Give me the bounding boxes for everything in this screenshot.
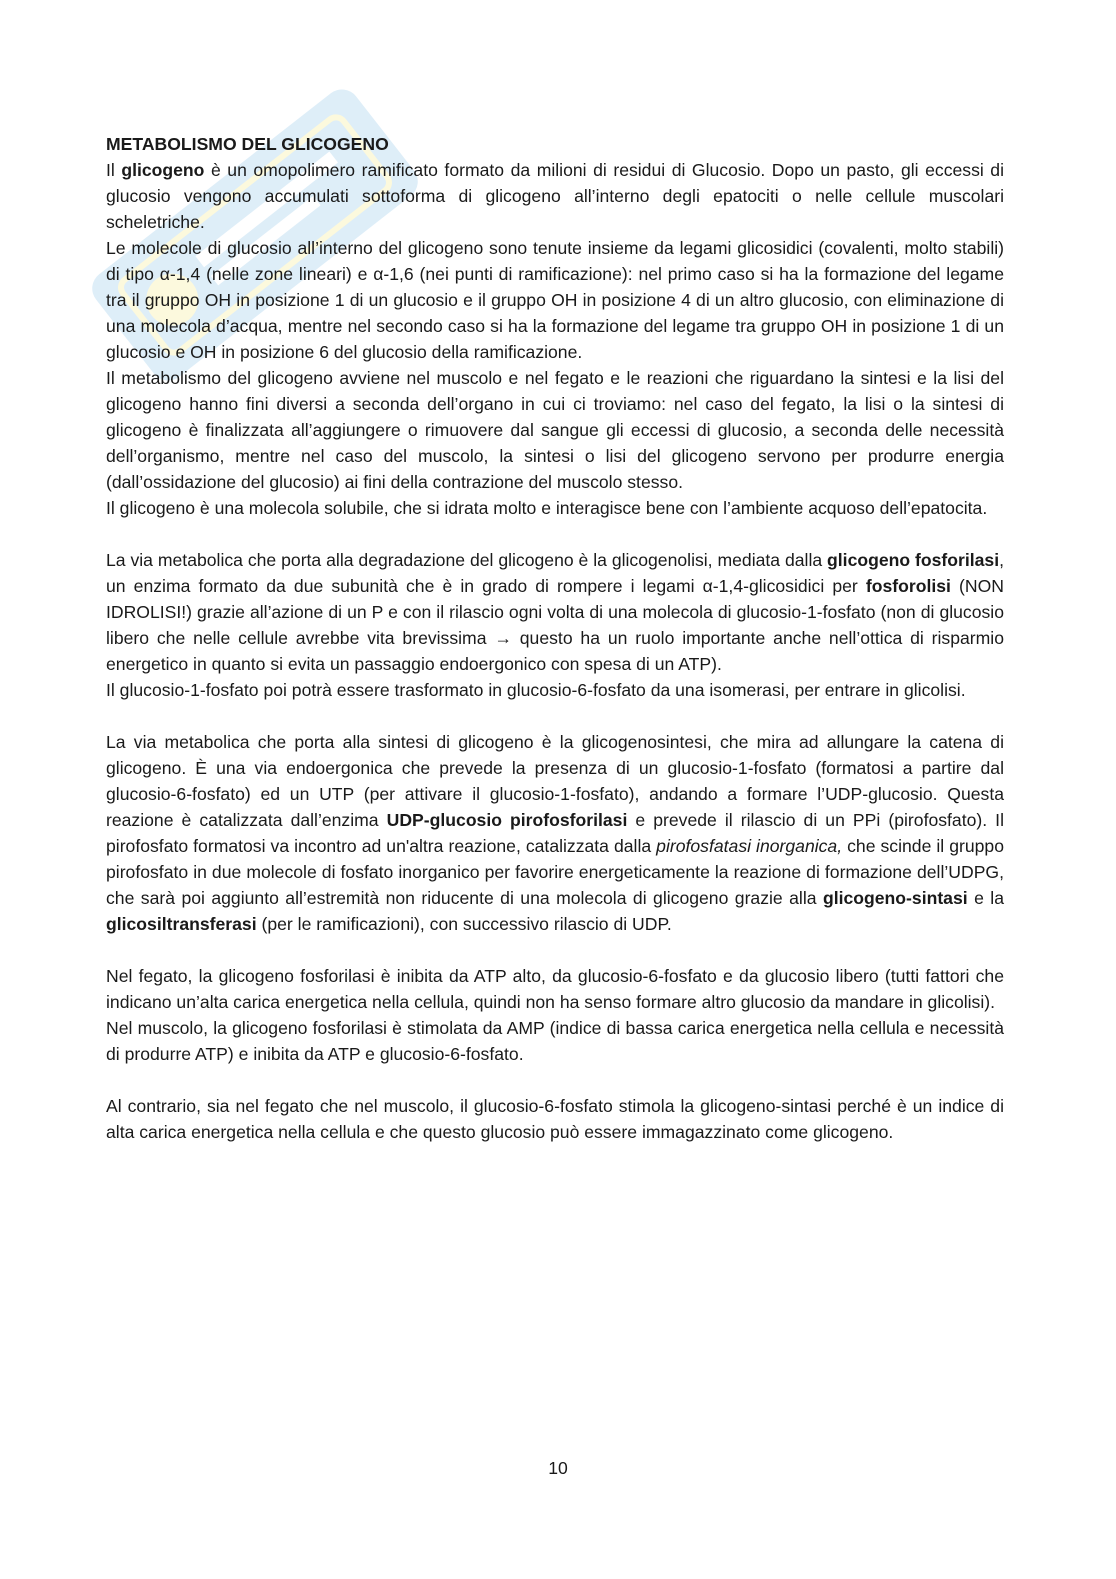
- italic-term: pirofosfatasi inorganica,: [656, 836, 843, 856]
- arrow-right-icon: →: [494, 628, 512, 648]
- bold-term: glicogeno fosforilasi: [827, 550, 1000, 570]
- paragraph-bonds: Le molecole di glucosio all’interno del glicogeno sono tenute insieme da legami glicosidici (covalenti, molto stabili) di tipo α-1,4 (nelle zone lineari) e α-1,6 (nei punti di ramificazione): nel primo caso si ha la formazione del legame tra il gruppo OH in posizione 1 di un glucosio e il gruppo OH in posizione 4 di un altro glucosio, con eliminazione di una molecola d’acqua, mentre nel secondo caso si ha la formazione del legame tra gruppo OH in posizione 1 di un glucosio e OH in posizione 6 del glucosio della ramificazione.: [106, 238, 1004, 362]
- paragraph-synthase-regulation: Al contrario, sia nel fegato che nel muscolo, il glucosio-6-fosfato stimola la glicogeno-sintasi perché è un indice di alta carica energetica nella cellula e che questo glucosio può essere immagazzinato come glicogeno.: [106, 1096, 1004, 1142]
- text-span: La via metabolica che porta alla sintesi di glicogeno è la glicogenosintesi, che mira ad allungare la catena di glicogeno. È una via endoergonica che prevede la presenza di un glucosio-1-fosfato (formatosi a partire dal glucosio-6-fosfato) ed un UTP (per attivare il glucosio-1-fosfato), andando a formare l’UDP-glucosio. Questa reazione è catalizzata dall’enzima: [106, 732, 1004, 830]
- document-body: [106, 131, 1004, 1145]
- paragraph-organs: Il metabolismo del glicogeno avviene nel muscolo e nel fegato e le reazioni che riguardano la sintesi e la lisi del glicogeno hanno fini diversi a seconda dell’organo in cui ci troviamo: nel caso del fegato, la lisi o la sintesi di glicogeno è finalizzata all’aggiungere o rimuovere dal sangue gli eccessi di glucosio, a seconda delle necessità dell’organismo, mentre nel caso del muscolo, la sintesi o lisi del glicogeno servono per produrre energia (dall’ossidazione del glucosio) ai fini della contrazione del muscolo stesso.: [106, 368, 1004, 492]
- bold-term: fosforolisi: [865, 576, 951, 596]
- bold-term: glicogeno: [121, 160, 205, 180]
- paragraph-intro: [106, 157, 1004, 235]
- text-span: (per le ramificazioni), con successivo rilascio di UDP.: [256, 914, 672, 934]
- text-span: La via metabolica che porta alla degradazione del glicogeno è la glicogenolisi, mediata dalla: [106, 550, 828, 570]
- paragraph-liver-regulation: Nel fegato, la glicogeno fosforilasi è inibita da ATP alto, da glucosio-6-fosfato e da glucosio libero (tutti fattori che indicano un’alta carica energetica nella cellula, quindi non ha senso formare altro glucosio da mandare in glicolisi).: [106, 966, 1004, 1012]
- paragraph-glycogenesis: [106, 729, 1004, 937]
- text-span: questo ha un ruolo importante anche nell’ottica di risparmio energetico in quanto si evita un passaggio endoergonico con spesa di un ATP).: [106, 628, 1004, 674]
- bold-term: glicogeno-sintasi: [822, 888, 968, 908]
- paragraph-isomerase: Il glucosio-1-fosfato poi potrà essere trasformato in glucosio-6-fosfato da una isomerasi, per entrare in glicolisi.: [106, 680, 966, 700]
- text-span: Il: [106, 160, 122, 180]
- paragraph-muscle-regulation: Nel muscolo, la glicogeno fosforilasi è stimolata da AMP (indice di bassa carica energetica nella cellula e necessità di produrre ATP) e inibita da ATP e glucosio-6-fosfato.: [106, 1018, 1004, 1064]
- bold-term: UDP-glucosio pirofosforilasi: [386, 810, 628, 830]
- text-span: che scinde il gruppo pirofosfato in due molecole di fosfato inorganico per favorire energeticamente la reazione di formazione dell’UDPG, che sarà poi aggiunto all’estremità non riducente di una molecola di glicogeno grazie alla: [106, 836, 1004, 908]
- bold-term: glicosiltransferasi: [106, 914, 257, 934]
- paragraph-glycogenolysis: [106, 547, 1004, 677]
- page-number: 10: [548, 1458, 568, 1478]
- paragraph-solubility: Il glicogeno è una molecola solubile, che si idrata molto e interagisce bene con l’ambiente acquoso dell’epatocita.: [106, 498, 988, 518]
- text-span: e la: [967, 888, 1004, 908]
- text-span: e prevede il rilascio di un PPi (pirofosfato). Il pirofosfato formatosi va incontro ad un'altra reazione, catalizzata dalla: [106, 810, 1004, 856]
- page-title: METABOLISMO DEL GLICOGENO: [106, 134, 389, 154]
- text-span: (NON IDROLISI!) grazie all’azione di un P e con il rilascio ogni volta di una molecola di glucosio-1-fosfato (non di glucosio libero che nelle cellule avrebbe vita brevissima: [106, 576, 1004, 648]
- text-span: , un enzima formato da due subunità che è in grado di rompere i legami α-1,4-glicosidici per: [106, 550, 1004, 596]
- text-span: è un omopolimero ramificato formato da milioni di residui di Glucosio. Dopo un pasto, gli eccessi di glucosio vengono accumulati sottoforma di glicogeno all’interno degli epatociti o nelle cellule muscolari scheletriche.: [106, 160, 1005, 232]
